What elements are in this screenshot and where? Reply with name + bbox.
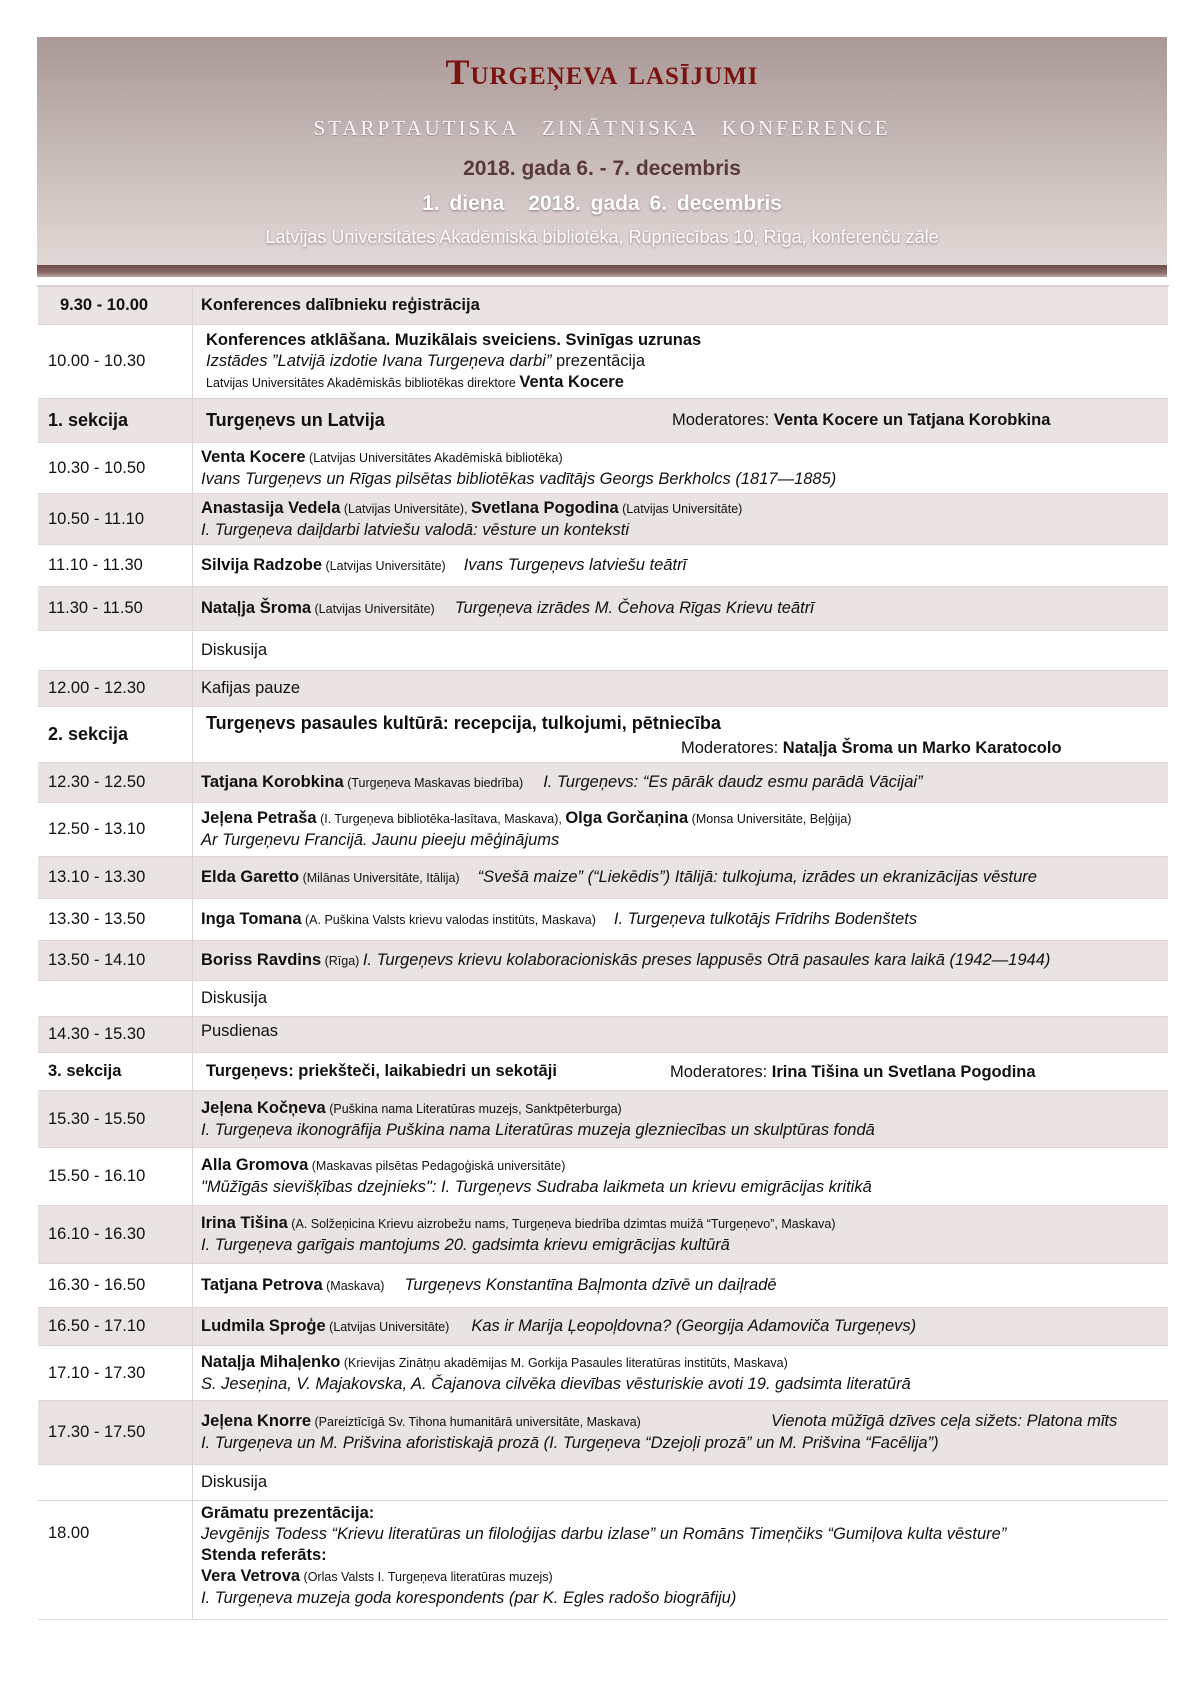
speaker-name: Boriss Ravdins [201,950,322,969]
event-text: Konferences atklāšana. Muzikālais sveiciens. Svinīgas uzrunas [206,330,702,349]
time-cell: 13.30 - 13.50 [38,899,193,940]
table-row [38,857,1168,899]
moderators [672,410,1050,431]
moderators-names: Nataļja Šroma un Marko Karatocolo [782,739,1062,757]
speaker-name: Nataļja Šroma [201,598,312,617]
speaker-role: Latvijas Universitātes Akadēmiskās bibliotēkas direktore [206,375,520,390]
talk-title: I. Turgeņevs krievu kolaboracioniskās preses lappusēs Otrā pasaules kara laikā (1942—1944) [362,950,1051,969]
table-row [38,631,1168,671]
talk-title: I. Turgeņevs: “Es pārāk daudz esmu parādā Vācijai” [543,772,923,791]
conference-dates: 2018. gada 6. - 7. decembris [463,157,741,180]
table-row [38,325,1168,399]
event-text: Kafijas pauze [201,679,301,697]
speaker-affiliation: (Pareiztīcīgā Sv. Tihona humanitārā universitāte, Maskava) [311,1415,641,1429]
speaker-name: Alla Gromova [201,1156,309,1174]
speaker-name: Irina Tišina [201,1214,288,1232]
speaker-affiliation: (Rīga) [321,953,363,968]
section-label: 3. sekcija [38,1053,193,1090]
moderators [670,1062,1036,1083]
event-text: Konferences dalībnieku reģistrācija [201,296,480,314]
time-cell: 17.30 - 17.50 [38,1401,193,1464]
speaker-affiliation: (A. Solžeņicina Krievu aizrobežu nams, Turgeņeva biedrība dzimtas muižā “Turgeņevo”, Maskava) [287,1217,836,1231]
day-heading [37,192,1167,216]
event-text: Pusdienas [201,1022,279,1040]
table-row [38,287,1168,325]
time-cell: 10.00 - 10.30 [38,325,193,398]
time-cell: 10.50 - 11.10 [38,494,193,544]
speaker-affiliation: (A. Puškina Valsts krievu valodas institūts, Maskava) [301,912,596,927]
conference-subtitle: starptautiska zinātniska konference [313,109,891,142]
speaker-name: Anastasija Vedela [201,498,341,517]
table-row [38,494,1168,545]
time-cell: 12.30 - 12.50 [38,763,193,802]
time-cell: 12.00 - 12.30 [38,671,193,706]
table-row [38,1264,1168,1308]
speaker-name: Silvija Radzobe [201,555,323,574]
talk-title: I. Turgeņeva garīgais mantojums 20. gadsimta krievu emigrācijas kultūrā [201,1236,730,1254]
speaker-name: Venta Kocere [201,447,306,466]
moderators [681,738,1062,759]
time-cell [38,631,193,670]
table-row [38,981,1168,1017]
table-row [38,1401,1168,1465]
table-row [38,941,1168,981]
speaker-affiliation: (Milānas Universitāte, Itālija) [299,870,460,885]
time-cell: 10.30 - 10.50 [38,443,193,493]
section-title: Turgeņevs un Latvija [206,410,385,430]
conference-title: Turgeņeva lasījumi [445,52,759,92]
speaker-name: Elda Garetto [201,867,300,886]
speaker-affiliation: (Latvijas Universitāte) [618,501,743,516]
time-cell: 11.10 - 11.30 [38,545,193,586]
time-cell: 16.50 - 17.10 [38,1308,193,1345]
talk-title: Turgeņeva izrādes M. Čehova Rīgas Krievu teātrī [454,598,814,617]
speaker-name: Nataļja Mihaļenko [201,1352,341,1371]
speaker-affiliation: (Latvijas Universitāte) [325,1319,450,1334]
header-divider [37,265,1167,277]
moderators-label: Moderatores: [670,1063,772,1081]
venue-location: Latvijas Universitātes Akadēmiskā bibliotēka, Rūpniecības 10, Rīga, konferenču zāle [265,227,939,247]
table-row [38,803,1168,857]
time-cell: 16.30 - 16.50 [38,1264,193,1307]
talk-title-continued: I. Turgeņeva un M. Prišvina aforistiskajā prozā (I. Turgeņeva “Dzejoļi prozā” un M. Prišvina “Facēlija”) [201,1434,939,1452]
talk-title: "Mūžīgās sievišķības dzejnieks": I. Turgeņevs Sudraba laikmeta un krievu emigrācijas kritikā [201,1178,872,1196]
table-row [38,1091,1168,1148]
speaker-name: Jeļena Petraša [201,809,317,827]
section-title: Turgeņevs pasaules kultūrā: recepcija, tulkojumi, pētniecība [206,713,721,733]
talk-title: Ivans Turgeņevs latviešu teātrī [463,555,687,574]
table-row [38,1501,1168,1620]
moderators-names: Venta Kocere un Tatjana Korobkina [773,411,1051,429]
table-row [38,443,1168,494]
moderators-label: Moderatores: [681,739,783,757]
time-cell: 13.10 - 13.30 [38,857,193,898]
day-label: 1. diena [422,192,505,215]
event-text: Grāmatu prezentācija: [201,1504,375,1522]
section-title: Turgeņevs: priekšteči, laikabiedri un sekotāji [206,1062,557,1080]
moderators-label: Moderatores: [672,411,774,429]
table-row [38,899,1168,941]
talk-title: I. Turgeņeva tulkotājs Frīdrihs Bodenštets [613,909,918,928]
speaker-affiliation: (Maskava) [322,1278,385,1293]
speaker-affiliation: (Krievijas Zinātņu akadēmijas M. Gorkija Pasaules literatūras institūts, Maskava) [340,1355,788,1370]
speaker-name: Olga Gorčaņina [565,809,689,827]
talk-title: S. Jeseņina, V. Majakovska, A. Čajanova cilvēka dievības vēsturiskie avoti 19. gadsimta literatūrā [201,1374,911,1393]
speaker-name: Jeļena Knorre [201,1412,312,1430]
talk-title: Turgeņevs Konstantīna Baļmonta dzīvē un daiļradē [404,1275,777,1294]
talk-title: Ar Turgeņevu Francijā. Jaunu pieeju mēģinājums [201,831,560,849]
speaker-affiliation: (Orlas Valsts I. Turgeņeva literatūras muzejs) [300,1570,553,1584]
table-row [38,763,1168,803]
speaker-name: Tatjana Korobkina [201,772,344,791]
exhibition-title: Izstādes ”Latvijā izdotie Ivana Turgeņeva darbi” [206,351,557,370]
time-cell: 14.30 - 15.30 [38,1017,193,1052]
section-row [38,707,1168,763]
speaker-name: Jeļena Kočņeva [201,1098,326,1117]
time-cell: 13.50 - 14.10 [38,941,193,980]
table-row [38,1308,1168,1346]
speaker-affiliation: (Turgeņeva Maskavas biedrība) [343,775,524,790]
speaker-name: Venta Kocere [519,372,624,391]
time-cell: 18.00 [38,1501,193,1619]
table-row [38,1148,1168,1206]
speaker-name: Ludmila Sproģe [201,1316,326,1335]
time-cell: 16.10 - 16.30 [38,1206,193,1263]
time-cell: 15.50 - 16.10 [38,1148,193,1205]
speaker-affiliation: (Latvijas Universitāte) [311,601,435,616]
section-label: 1. sekcija [38,399,193,442]
speaker-affiliation: (Latvijas Universitātes Akadēmiskā bibliotēka) [305,450,563,465]
table-row [38,587,1168,631]
talk-title: “Svešā maize” (“Liekēdis”) Itālijā: tulkojuma, izrādes un ekranizācijas vēsture [477,867,1037,886]
event-text: Diskusija [201,641,268,659]
speaker-affiliation: (Latvijas Universitāte) [322,558,446,573]
time-cell: 9.30 - 10.00 [38,287,193,324]
time-cell: 17.10 - 17.30 [38,1346,193,1400]
schedule-table [37,285,1169,1607]
moderators-names: Irina Tišina un Svetlana Pogodina [771,1063,1036,1081]
event-text: prezentācija [556,351,646,370]
section-row [38,1053,1168,1091]
table-row [38,1017,1168,1053]
talk-title: Vienota mūžīgā dzīves ceļa sižets: Platona mīts [771,1412,1118,1430]
time-cell: 11.30 - 11.50 [38,587,193,630]
section-label: 2. sekcija [38,707,193,762]
speaker-affiliation: (I. Turgeņeva bibliotēka-lasītava, Maskava), [316,812,566,826]
day-date: 2018. gada 6. decembris [528,192,782,215]
event-text: Diskusija [201,1473,268,1491]
table-row [38,1346,1168,1401]
event-text: Diskusija [201,989,268,1007]
table-row [38,1465,1168,1501]
time-cell [38,1465,193,1500]
talk-title: Ivans Turgeņevs un Rīgas pilsētas bibliotēkas vadītājs Georgs Berkholcs (1817—1885) [201,469,837,488]
time-cell: 15.30 - 15.50 [38,1091,193,1147]
talk-title: I. Turgeņeva muzeja goda korespondents (par K. Egles radošo biogrāfiju) [201,1589,737,1607]
speaker-name: Tatjana Petrova [201,1275,323,1294]
speaker-affiliation: (Puškina nama Literatūras muzejs, Sanktpēterburga) [325,1101,622,1116]
table-row [38,1206,1168,1264]
book-titles: Jevgēnijs Todess “Krievu literatūras un filoloģijas darbu izlase” un Romāns Timeņčiks “Gumiļova kulta vēsture” [201,1525,1007,1543]
talk-title: I. Turgeņeva daiļdarbi latviešu valodā: vēsture un konteksti [201,520,630,539]
table-row [38,545,1168,587]
speaker-affiliation: (Monsa Universitāte, Beļģija) [688,812,852,826]
time-cell [38,981,193,1016]
speaker-affiliation: (Latvijas Universitāte), [340,501,472,516]
header-banner [37,37,1167,277]
talk-title: I. Turgeņeva ikonogrāfija Puškina nama Literatūras muzeja glezniecības un skulptūras fondā [201,1120,875,1139]
speaker-name: Vera Vetrova [201,1567,301,1585]
event-text: Stenda referāts: [201,1546,327,1564]
talk-title: Kas ir Marija Ļeopoļdovna? (Georgija Adamoviča Turgeņevs) [471,1316,917,1335]
speaker-name: Svetlana Pogodina [471,498,619,517]
section-row [38,399,1168,443]
table-row [38,671,1168,707]
speaker-affiliation: (Maskavas pilsētas Pedagoģiskā universitāte) [308,1159,566,1173]
time-cell: 12.50 - 13.10 [38,803,193,856]
speaker-name: Inga Tomana [201,909,302,928]
